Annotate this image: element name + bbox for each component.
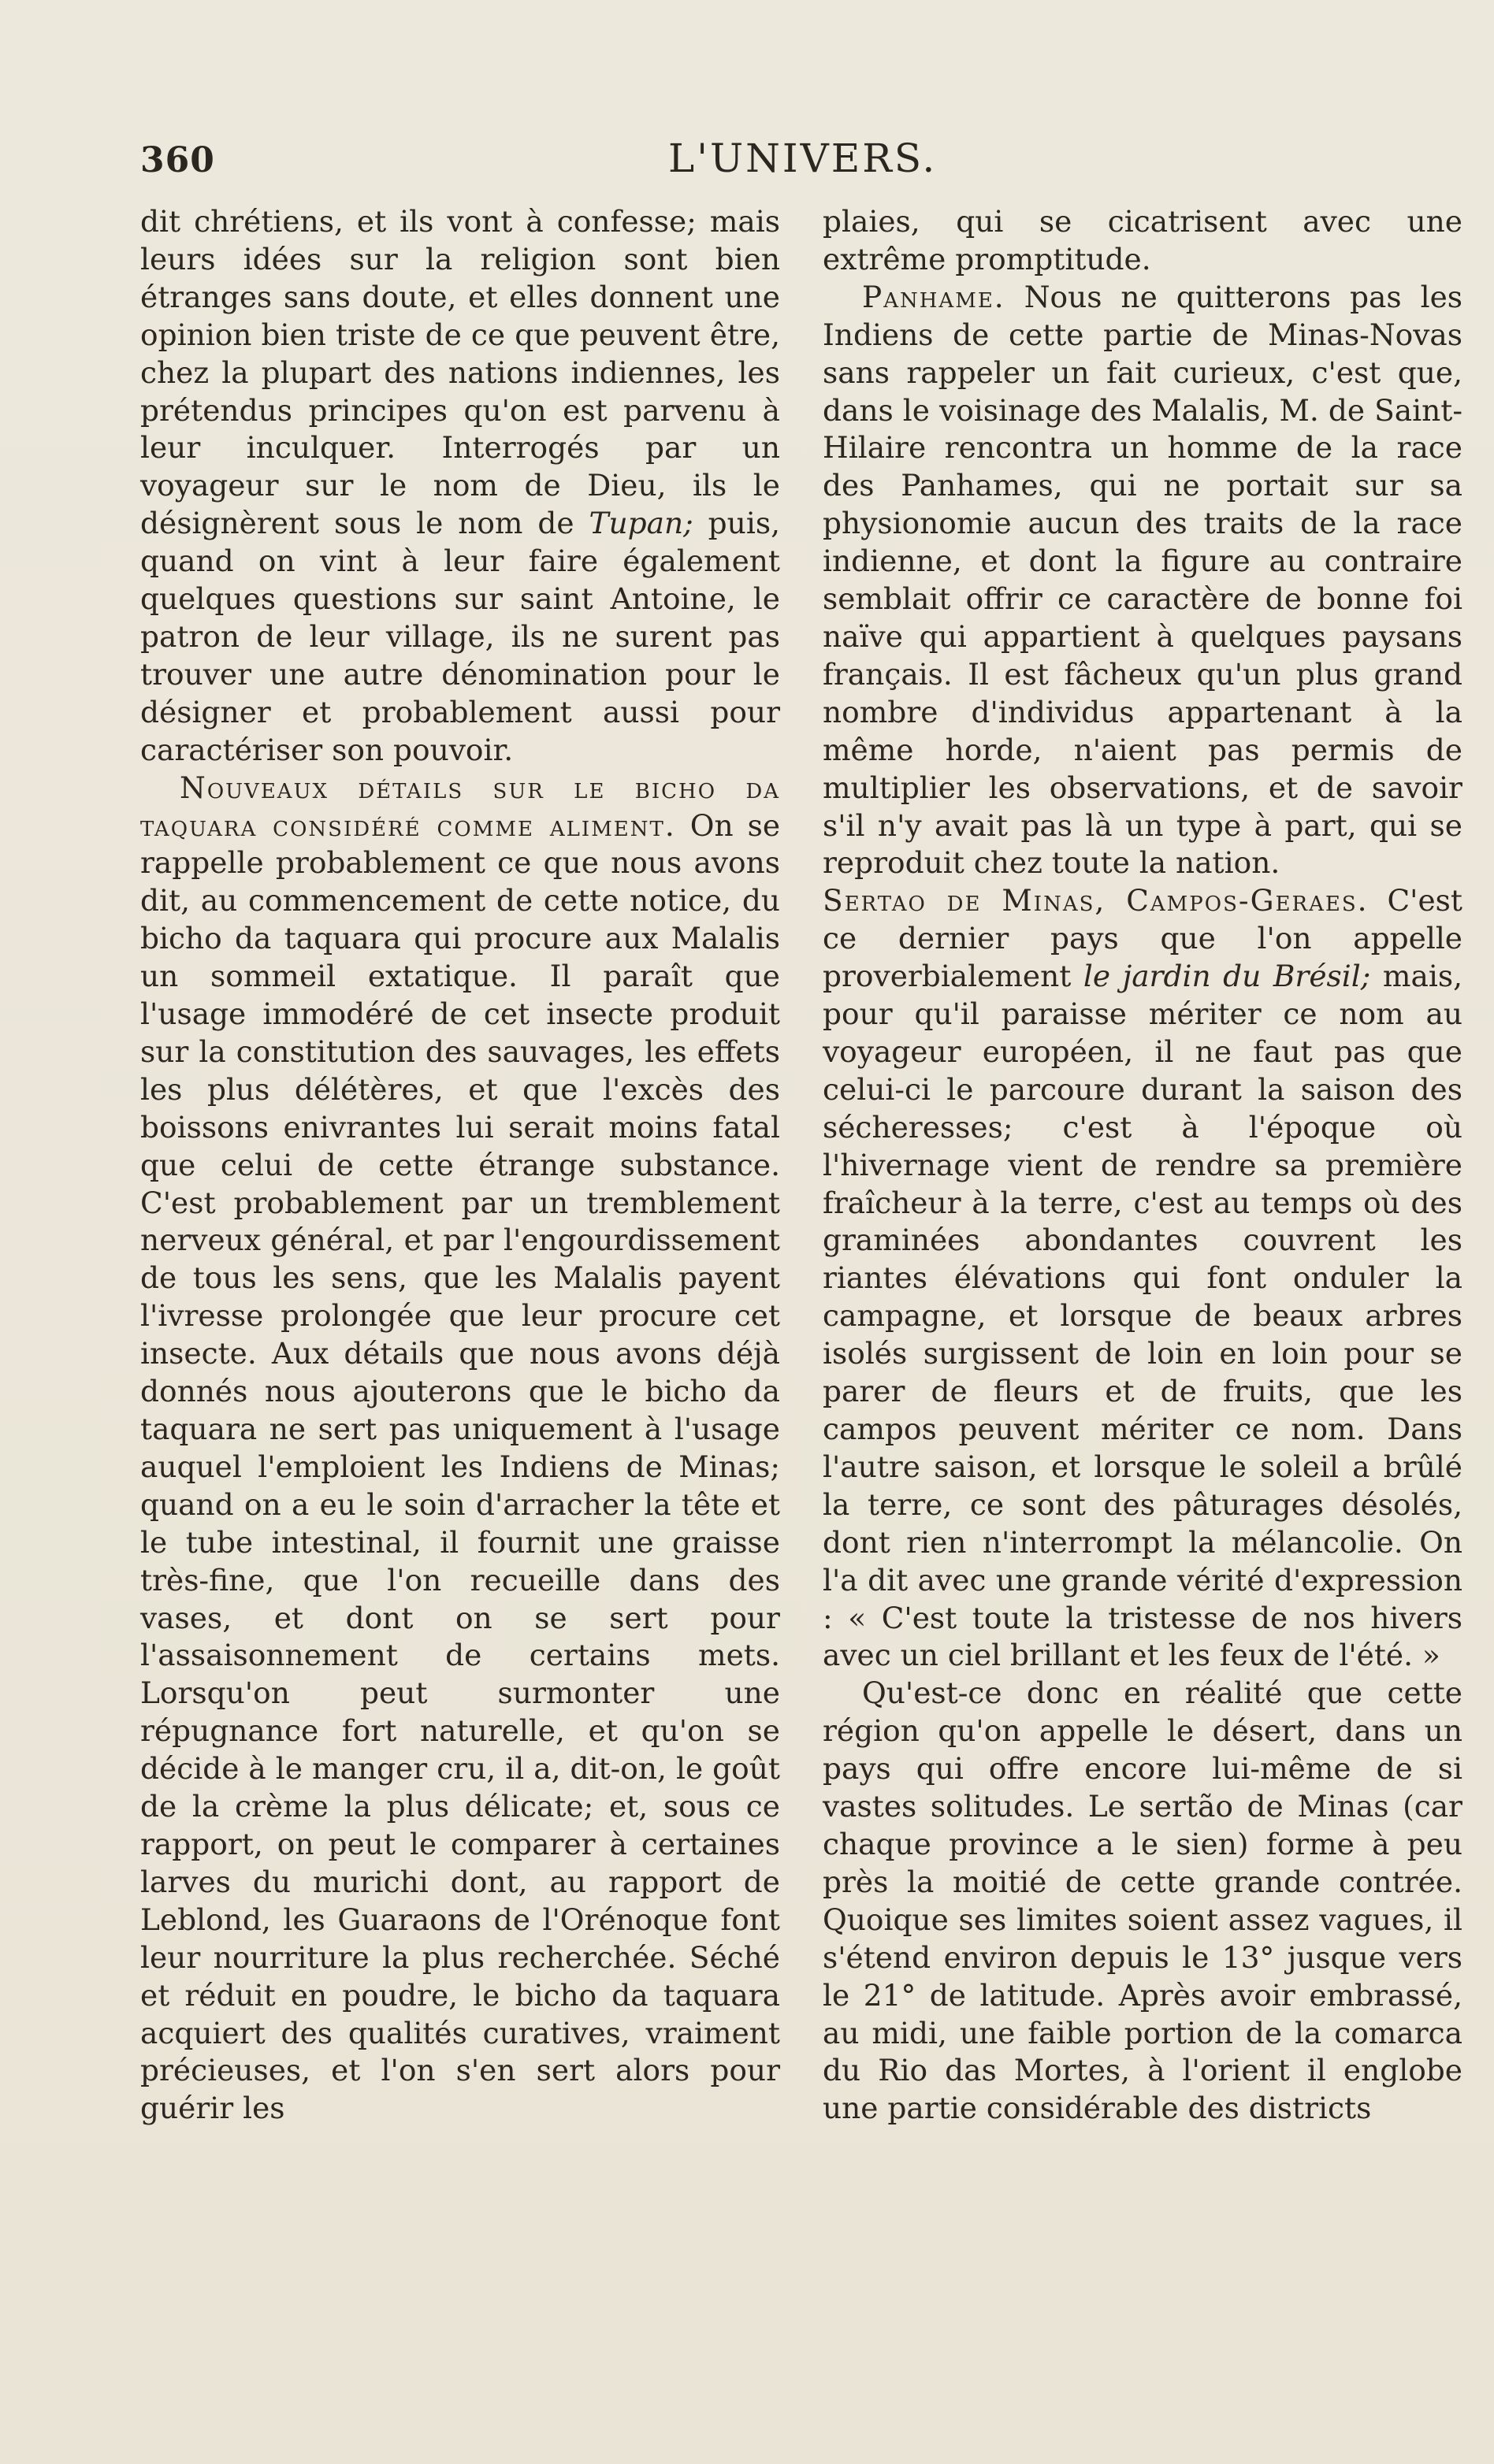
- paragraph-text: Nous ne quitterons pas les Indiens de cette partie de Minas-Novas sans rappeler un fait curieux, c'est que, dans le voisinage des Malalis, M. de Saint-Hilaire rencontra un homme de la race des Panhames, qui ne portait sur sa physionomie aucun des traits de la race indienne, et dont la figure au contraire semblait offrir ce caractère de bonne foi naïve qui appartient à quelques paysans français. Il est fâcheux qu'un plus grand nombre d'individus appartenant à la même horde, n'aient pas permis de multiplier les observations, et de savoir s'il n'y avait pas là un type à part, qui se reproduit chez toute la nation.: [823, 279, 1463, 881]
- section-heading: Panhame.: [862, 279, 1005, 314]
- section-heading: Sertao de Minas, Campos-Geraes.: [823, 883, 1369, 918]
- paragraph-text: C'est ce dernier pays que l'on appelle proverbialement: [823, 883, 1462, 994]
- right-column: [823, 203, 1462, 2314]
- paragraph-bicho-da-taquara: [140, 770, 780, 2128]
- paragraph-christians: [140, 203, 780, 770]
- italic-phrase: le jardin du Brésil;: [1083, 959, 1371, 994]
- paragraph-panhame: [823, 279, 1462, 883]
- paragraph-text-end: mais, pour qu'il paraisse mériter ce nom au voyageur européen, il ne faut pas que celui-ci le parcoure durant la saison des sécheresses; c'est à l'époque où l'hivernage vient de rendre sa première fraîcheur à la terre, c'est au temps où des graminées abondantes couvrent les riantes élévations qui font onduler la campagne, et lorsque de beaux arbres isolés surgissent de loin en loin pour se parer de fleurs et de fruits, que les campos peuvent mériter ce nom. Dans l'autre saison, et lorsque le soleil a brûlé la terre, ce sont des pâturages désolés, dont rien n'interrompt la mélancolie. On l'a dit avec une grande vérité d'expression : « C'est toute la tristesse de nos hivers avec un ciel brillant et les feux de l'été. »: [823, 959, 1462, 1673]
- paragraph-text: dit chrétiens, et ils vont à confesse; mais leurs idées sur la religion sont bien étranges sans doute, et elles donnent une opinion bien triste de ce que peuvent être, chez la plupart des nations indiennes, les prétendus principes qu'on est parvenu à leur inculquer. Interrogés par un voyageur sur le nom de Dieu, ils le désignèrent sous le nom de: [140, 204, 780, 541]
- paragraph-text: On se rappelle probablement ce que nous avons dit, au commencement de cette notice, du bicho da taquara qui procure aux Malalis un sommeil extatique. Il paraît que l'usage immodéré de cet insecte produit sur la constitution des sauvages, les effets les plus délétères, et que l'excès des boissons enivrantes lui serait moins fatal que celui de cette étrange substance. C'est probablement par un tremblement nerveux général, et par l'engourdissement de tous les sens, que les Malalis payent l'ivresse prolongée que leur procure cet insecte. Aux détails que nous avons déjà donnés nous ajouterons que le bicho da taquara ne sert pas uniquement à l'usage auquel l'emploient les Indiens de Minas; quand on a eu le soin d'arracher la tête et le tube intestinal, il fournit une graisse très-fine, que l'on recueille dans des vases, et dont on se sert pour l'assaisonnement de certains mets. Lorsqu'on peut surmonter une répugnance fort naturelle, et qu'on se décide à le manger cru, il a, dit-on, le goût de la crème la plus délicate; et, sous ce rapport, on peut le comparer à certaines larves du murichi dont, au rapport de Leblond, les Guaraons de l'Orénoque font leur nourriture la plus recherchée. Séché et réduit en poudre, le bicho da taquara acquiert des qualités curatives, vraiment précieuses, et l'on s'en sert alors pour guérir les: [140, 807, 781, 2126]
- paragraph-text: Qu'est-ce donc en réalité que cette région qu'on appelle le désert, dans un pays qui offre encore lui-même de si vastes solitudes. Le sertão de Minas (car chaque province a le sien) forme à peu près la moitié de cette grande contrée. Quoique ses limites soient assez vagues, il s'étend environ depuis le 13° jusque vers le 21° de latitude. Après avoir embrassé, au midi, une faible portion de la comarca du Rio das Mortes, à l'orient il englobe une partie considérable des districts: [823, 1675, 1462, 2126]
- paragraph-plaies: [823, 203, 1462, 279]
- paragraph-sertao: [823, 882, 1462, 1675]
- paragraph-desert-region: [823, 1675, 1462, 2128]
- page-number: 360: [140, 140, 215, 180]
- running-title: L'UNIVERS.: [668, 135, 938, 181]
- section-heading: Nouveaux détails sur le bicho da taquara considéré comme aliment.: [140, 770, 780, 843]
- paragraph-text: plaies, qui se cicatrisent avec une extrême promptitude.: [823, 204, 1462, 276]
- italic-term-tupan: Tupan;: [589, 506, 693, 541]
- paragraph-text-end: puis, quand on vint à leur faire également quelques questions sur saint Antoine, le patron de leur village, ils ne surent pas trouver une autre dénomination pour le désigner et probablement aussi pour caractériser son pouvoir.: [140, 506, 780, 767]
- left-column: [140, 203, 780, 2314]
- page-header: [140, 135, 1458, 191]
